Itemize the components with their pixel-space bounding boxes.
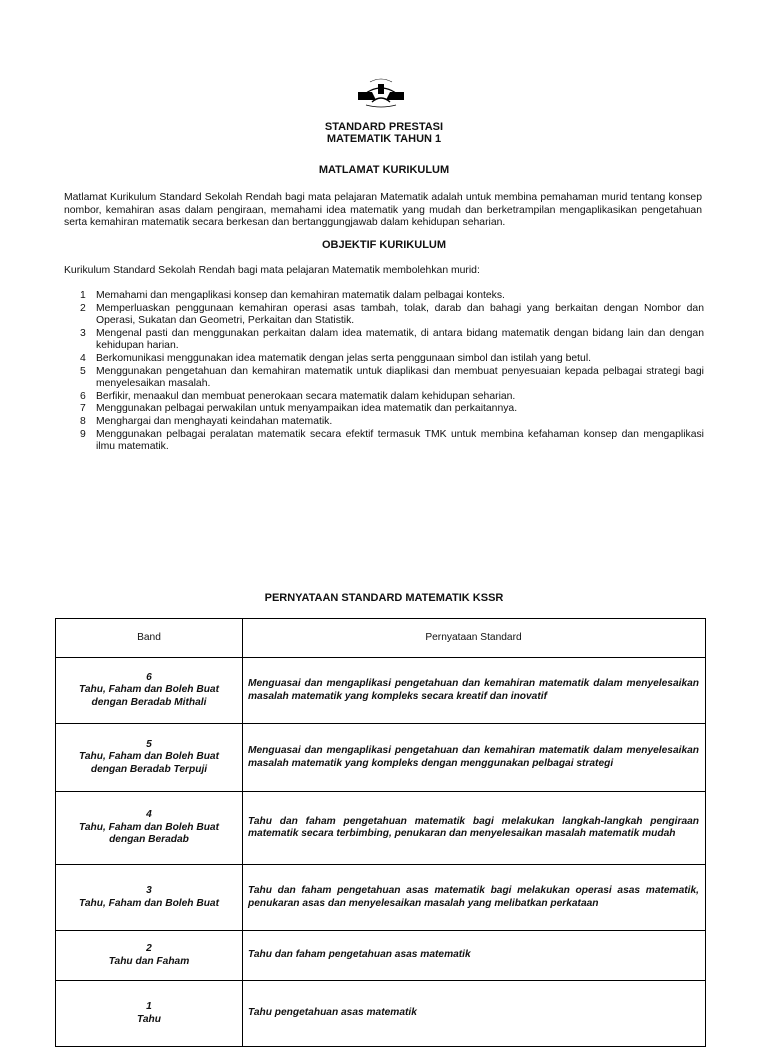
- objektif-list: [64, 290, 704, 454]
- band-column-header: Band: [56, 619, 243, 658]
- list-item-text: Berkomunikasi menggunakan idea matematik dengan jelas serta penggunaan simbol dan istilah yang betul.: [96, 352, 592, 364]
- band-cell: [56, 931, 243, 981]
- objektif-heading: OBJEKTIF KURIKULUM: [321, 239, 447, 251]
- list-item-text: Memperluaskan penggunaan kemahiran operasi asas tambah, tolak, darab dan bahagi yang berkaitan dengan Nombor dan Operasi, Sukatan dan Geometri, Perkaitan dan Statistik.: [96, 302, 704, 327]
- statement-cell: Tahu dan faham pengetahuan matematik bagi melakukan langkah-langkah pengiraan matematik secara terbimbing, penukaran dan menyelesaikan masalah matematik mudah: [243, 792, 706, 865]
- table-header-row: [56, 619, 706, 658]
- objektif-intro: Kurikulum Standard Sekolah Rendah bagi mata pelajaran Matematik membolehkan murid:: [64, 265, 480, 276]
- list-item: [64, 416, 704, 429]
- band-number: 6: [146, 671, 152, 683]
- band-cell: [56, 865, 243, 931]
- band-cell: [56, 981, 243, 1047]
- title-line-1: STANDARD PRESTASI: [324, 121, 444, 133]
- list-item: [64, 403, 704, 416]
- page-title: [0, 121, 768, 145]
- list-item-number: 7: [80, 403, 86, 415]
- band-label-line2: dengan Beradab Mithali: [91, 696, 207, 708]
- band-cell: [56, 658, 243, 724]
- band-label-line2: dengan Beradab Terpuji: [90, 763, 208, 775]
- list-item-text: Menggunakan pelbagai perwakilan untuk menyampaikan idea matematik dan perkaitannya.: [96, 403, 518, 415]
- band-number: 2: [146, 943, 152, 954]
- list-item-number: 4: [80, 352, 86, 364]
- statement-cell: Tahu pengetahuan asas matematik: [243, 981, 706, 1047]
- band-label-line2: dengan Beradab: [109, 834, 189, 846]
- band-label-line1: Tahu, Faham dan Boleh Buat: [79, 821, 219, 833]
- table-row: [56, 981, 706, 1047]
- list-item-text: Berfikir, menaakul dan membuat penerokaan secara matematik dalam kehidupan seharian.: [96, 390, 516, 402]
- list-item-number: 9: [80, 428, 86, 440]
- list-item-text: Menghargai dan menghayati keindahan matematik.: [96, 415, 333, 427]
- table-row: [56, 865, 706, 931]
- matlamat-heading: MATLAMAT KURIKULUM: [318, 164, 450, 176]
- band-number: 1: [146, 1001, 152, 1012]
- statement-cell: Menguasai dan mengaplikasi pengetahuan dan kemahiran matematik dalam menyelesaikan masalah matematik yang kompleks dengan menggunakan pelbagai strategi: [243, 724, 706, 792]
- list-item: [64, 303, 704, 328]
- list-item-number: 8: [80, 415, 86, 427]
- list-item-number: 3: [80, 327, 86, 339]
- list-item-number: 6: [80, 390, 86, 402]
- list-item-text: Menggunakan pelbagai peralatan matematik secara efektif termasuk TMK untuk membina kefahaman konsep dan mengaplikasi ilmu matematik.: [96, 428, 704, 453]
- statement-cell: Tahu dan faham pengetahuan asas matematik bagi melakukan operasi asas matematik, penukaran asas dan menyelesaikan masalah yang melibatkan perkataan: [243, 865, 706, 931]
- standard-column-header: Pernyataan Standard: [243, 619, 706, 658]
- band-cell: [56, 724, 243, 792]
- table-row: [56, 658, 706, 724]
- band-label-line1: Tahu dan Faham: [108, 955, 190, 967]
- band-number: 5: [146, 738, 152, 750]
- matlamat-paragraph: Matlamat Kurikulum Standard Sekolah Rendah bagi mata pelajaran Matematik adalah untuk membina pemahaman murid tentang konsep nombor, kemahiran asas dalam pengiraan, memahami idea matematik yang mudah dan berketrampilan mengaplikasikan pengetahuan serta kemahiran matematik secara berkesan dan bertanggungjawab dalam kehidupan seharian.: [64, 192, 702, 229]
- table-row: [56, 724, 706, 792]
- band-label-line1: Tahu: [137, 1013, 161, 1025]
- list-item-text: Memahami dan mengaplikasi konsep dan kemahiran matematik dalam pelbagai konteks.: [96, 290, 505, 301]
- list-item: [64, 366, 704, 391]
- statement-cell: Menguasai dan mengaplikasi pengetahuan dan kemahiran matematik dalam menyelesaikan masalah matematik yang kompleks secara kreatif dan inovatif: [243, 658, 706, 724]
- pernyataan-heading: PERNYATAAN STANDARD MATEMATIK KSSR: [264, 592, 504, 604]
- list-item-number: 1: [80, 290, 86, 301]
- band-label-line1: Tahu, Faham dan Boleh Buat: [79, 684, 219, 696]
- list-item-number: 5: [80, 365, 86, 377]
- list-item-text: Mengenal pasti dan menggunakan perkaitan dalam idea matematik, di antara bidang matematik dengan bidang lain dan dengan kehidupan harian.: [96, 327, 704, 352]
- statement-cell: Tahu dan faham pengetahuan asas matematik: [243, 931, 706, 981]
- band-label-line1: Tahu, Faham dan Boleh Buat: [79, 897, 219, 909]
- list-item: [64, 290, 704, 303]
- list-item-text: Menggunakan pengetahuan dan kemahiran matematik untuk diaplikasi dan membuat penyesuaian kepada pelbagai strategi bagi menyelesaikan masalah.: [96, 365, 704, 390]
- band-label-line1: Tahu, Faham dan Boleh Buat: [79, 751, 219, 763]
- list-item: [64, 429, 704, 454]
- band-number: 3: [146, 885, 152, 896]
- list-item: [64, 328, 704, 353]
- list-item: [64, 391, 704, 404]
- band-number: 4: [146, 809, 152, 821]
- ministry-logo-icon: [352, 74, 410, 108]
- band-cell: [56, 792, 243, 865]
- list-item: [64, 353, 704, 366]
- table-row: [56, 792, 706, 865]
- standards-table: [55, 618, 706, 1047]
- table-row: [56, 931, 706, 981]
- list-item-number: 2: [80, 302, 86, 314]
- title-line-2: MATEMATIK TAHUN 1: [326, 133, 442, 145]
